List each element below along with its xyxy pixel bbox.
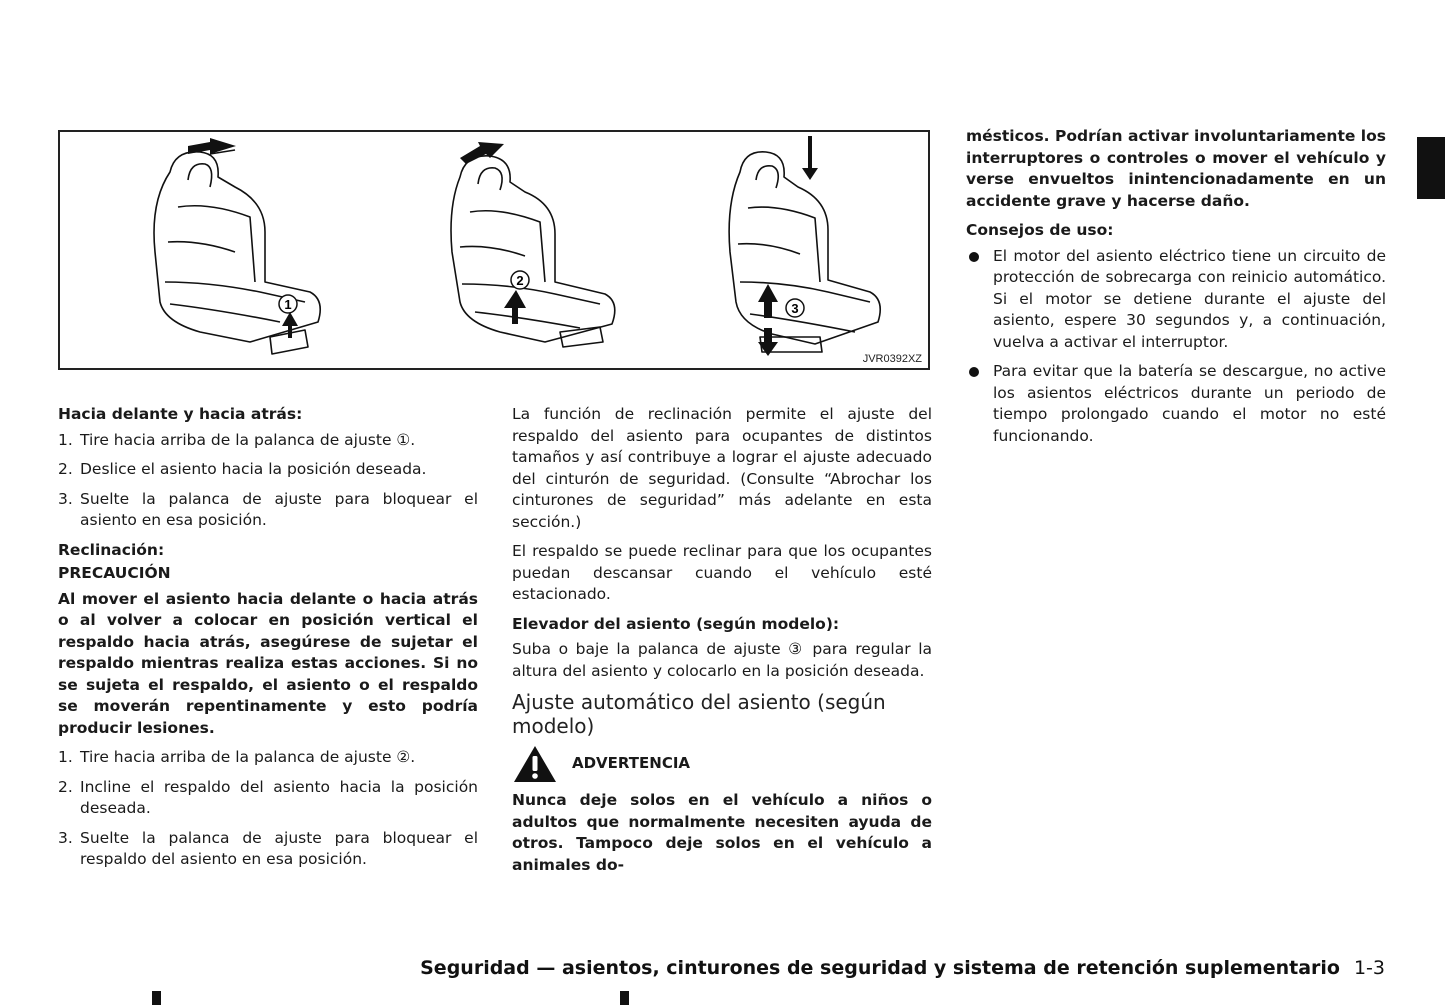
heading-usage-tips: Consejos de uso: xyxy=(966,221,1114,239)
callout-1 xyxy=(279,295,297,313)
chapter-tab xyxy=(1417,137,1445,199)
list-reclining xyxy=(58,747,478,871)
figure-code: JVR0392XZ xyxy=(862,353,922,365)
warning-text: Nunca deje solos en el vehículo a niños o adultos que normalmente necesiten ayuda de otros. Tampoco deje solos en el vehículo a animales do- xyxy=(512,791,932,874)
warning-icon xyxy=(512,744,558,784)
paragraph-reclining-function: La función de reclinación permite el ajuste del respaldo del asiento para ocupantes de distintos tamaños y así contribuye a lograr el ajuste adecuado del cinturón de seguridad. (Consulte “Abrochar los cinturones de seguridad” más adelante en esta sección.) xyxy=(512,405,932,531)
list-item: Para evitar que la batería se descargue, no active los asientos eléctricos durante un periodo de tiempo prolongado cuando el motor no esté funcionando. xyxy=(966,361,1386,447)
callout-2 xyxy=(511,271,529,289)
list-item: 2. Deslice el asiento hacia la posición deseada. xyxy=(58,460,427,478)
crop-mark xyxy=(620,991,629,1005)
column-1 xyxy=(58,404,478,879)
column-3 xyxy=(966,126,1386,455)
bullet-icon xyxy=(969,252,979,262)
column-2 xyxy=(512,404,932,884)
paragraph-seat-lifter: Suba o baje la palanca de ajuste ③ para regular la altura del asiento y colocarlo en la posición deseada. xyxy=(512,640,932,680)
warning-header xyxy=(512,744,932,784)
seat-illustration-3 xyxy=(729,152,880,352)
section-title: Ajuste automático del asiento (según modelo) xyxy=(512,690,886,738)
warning-text-continued: mésticos. Podrían activar involuntariamente los interruptores o controles o mover el vehículo y verse envueltos inintencionadamente en un accidente grave y hacerse daño. xyxy=(966,127,1386,210)
list-item: 3. Suelte la palanca de ajuste para bloquear el respaldo del asiento en esa posición. xyxy=(58,828,478,868)
list-forward-backward xyxy=(58,430,478,532)
list-item: El motor del asiento eléctrico tiene un circuito de protección de sobrecarga con reinicio automático. Si el motor se detiene durante el ajuste del asiento, espere 30 segundos y, a continuación, vuelva a activar el interruptor. xyxy=(966,246,1386,354)
page-number: 1-3 xyxy=(1353,957,1385,979)
seat-illustration-2 xyxy=(451,156,615,347)
svg-text:3: 3 xyxy=(791,301,799,316)
caution-title: PRECAUCIÓN xyxy=(58,564,171,582)
svg-text:1: 1 xyxy=(284,297,292,312)
footer-title: Seguridad — asientos, cinturones de seguridad y sistema de retención suplementario xyxy=(420,957,1340,979)
seat-illustrations xyxy=(60,132,928,368)
list-item: 1. Tire hacia arriba de la palanca de ajuste ①. xyxy=(58,430,416,449)
list-item: 3. Suelte la palanca de ajuste para bloquear el asiento en esa posición. xyxy=(58,489,478,529)
crop-mark xyxy=(152,991,161,1005)
usage-tips-list xyxy=(966,246,1386,448)
page-footer xyxy=(420,957,1385,979)
list-item: 2. Incline el respaldo del asiento hacia la posición deseada. xyxy=(58,777,478,817)
warning-label: ADVERTENCIA xyxy=(572,754,691,773)
heading-reclining: Reclinación: xyxy=(58,540,165,559)
direction-arrows xyxy=(188,136,818,356)
seat-adjustment-figure xyxy=(58,130,930,370)
callout-3 xyxy=(786,299,804,317)
bullet-icon xyxy=(969,367,979,377)
caution-text: Al mover el asiento hacia delante o hacia atrás o al volver a colocar en posición vertical el respaldo hacia atrás, asegúrese de sujetar el respaldo mientras realiza estas acciones. Si no se sujeta el respaldo, el asiento o el respaldo se moverán repentinamente y esto podría producir lesiones. xyxy=(58,589,478,737)
list-item: 1. Tire hacia arriba de la palanca de ajuste ②. xyxy=(58,748,416,766)
heading-seat-lifter: Elevador del asiento (según modelo): xyxy=(512,614,840,633)
paragraph-reclining-rest: El respaldo se puede reclinar para que los ocupantes puedan descansar cuando el vehículo esté estacionado. xyxy=(512,542,932,603)
heading-forward-backward: Hacia delante y hacia atrás: xyxy=(58,405,303,423)
svg-text:2: 2 xyxy=(516,273,524,288)
